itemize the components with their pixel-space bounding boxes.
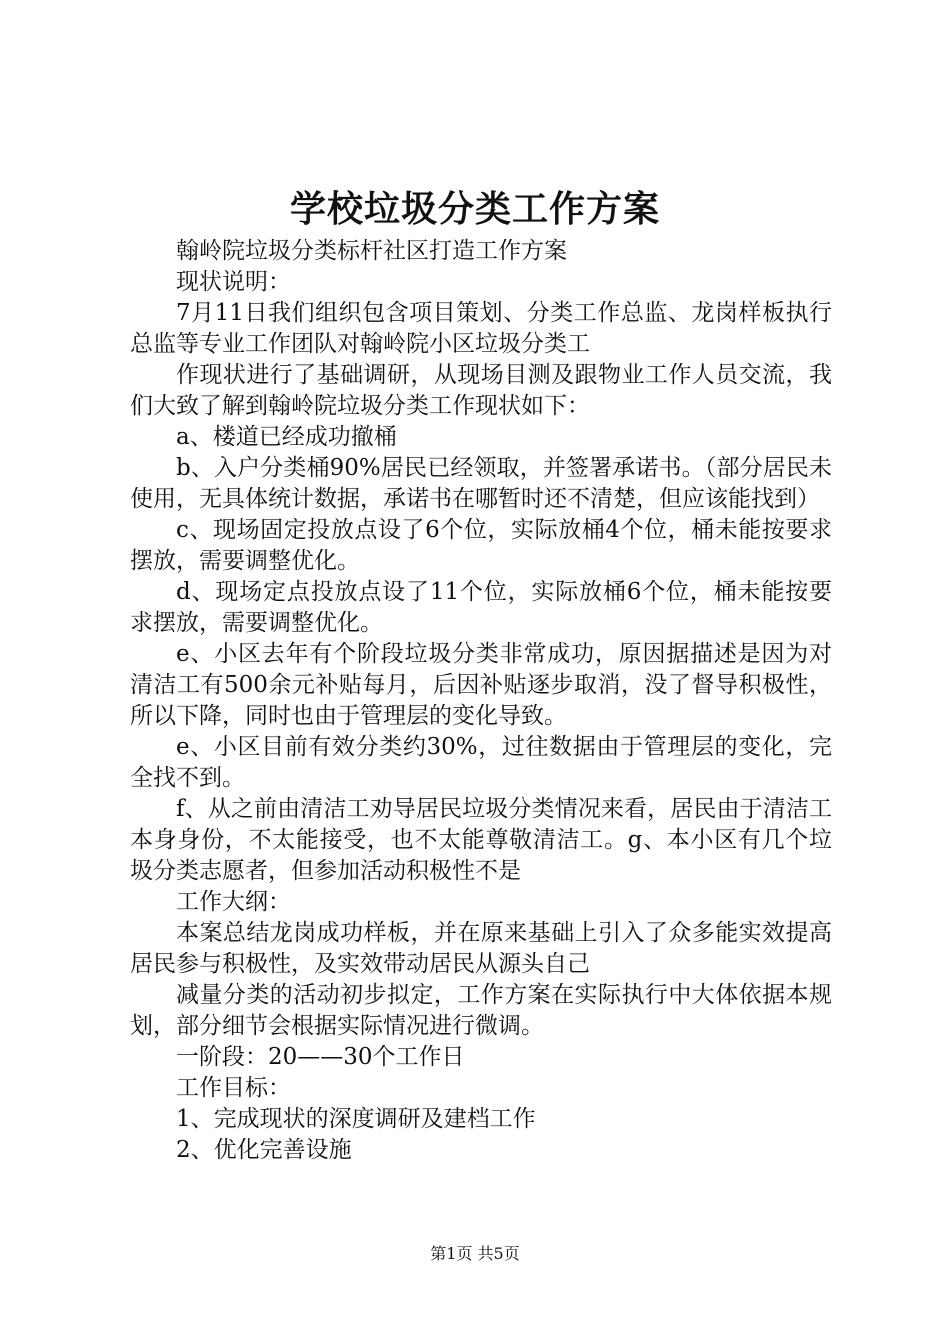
paragraph: 翰岭院垃圾分类标杆社区打造工作方案	[176, 238, 567, 264]
paragraph: c、现场固定投放点设了6个位，实际放桶4个位，桶未能按要求摆放，需要调整优化。	[130, 517, 832, 574]
paragraph: e、小区目前有效分类约30%，过往数据由于管理层的变化，完全找不到。	[130, 734, 832, 791]
paragraph: 减量分类的活动初步拟定，工作方案在实际执行中大体依据本规划，部分细节会根据实际情况进行微调。	[130, 982, 832, 1039]
document-title: 学校垃圾分类工作方案	[289, 188, 660, 230]
page-number-footer: 第1页 共5页	[430, 1244, 520, 1263]
paragraph: e、小区去年有个阶段垃圾分类非常成功，原因据描述是因为对清洁工有500余元补贴每月，后因补贴逐步取消，没了督导积极性，所以下降，同时也由于管理层的变化导致。	[130, 641, 832, 729]
paragraph: a、楼道已经成功撤桶	[176, 424, 397, 450]
paragraph: 现状说明：	[176, 269, 291, 295]
document-body	[130, 236, 832, 1166]
paragraph: 一阶段：20——30个工作日	[176, 1044, 465, 1070]
paragraph: d、现场定点投放点设了11个位，实际放桶6个位，桶未能按要求摆放，需要调整优化。	[130, 579, 832, 636]
paragraph: 1、完成现状的深度调研及建档工作	[176, 1106, 536, 1132]
paragraph: 工作大纲：	[176, 889, 291, 915]
paragraph: b、入户分类桶90%居民已经领取，并签署承诺书。（部分居民未使用，无具体统计数据，承诺书在哪暂时还不清楚，但应该能找到）	[130, 455, 832, 512]
paragraph: 作现状进行了基础调研，从现场目测及跟物业工作人员交流，我们大致了解到翰岭院垃圾分类工作现状如下：	[130, 362, 832, 419]
paragraph: f、从之前由清洁工劝导居民垃圾分类情况来看，居民由于清洁工本身身份，不太能接受，也不太能尊敬清洁工。g、本小区有几个垃圾分类志愿者，但参加活动积极性不是	[130, 796, 832, 884]
paragraph: 工作目标：	[176, 1075, 291, 1101]
paragraph: 2、优化完善设施	[176, 1137, 352, 1163]
paragraph: 本案总结龙岗成功样板，并在原来基础上引入了众多能实效提高居民参与积极性，及实效带动居民从源头自己	[130, 920, 832, 977]
paragraph: 7月11日我们组织包含项目策划、分类工作总监、龙岗样板执行总监等专业工作团队对翰岭院小区垃圾分类工	[130, 300, 832, 357]
